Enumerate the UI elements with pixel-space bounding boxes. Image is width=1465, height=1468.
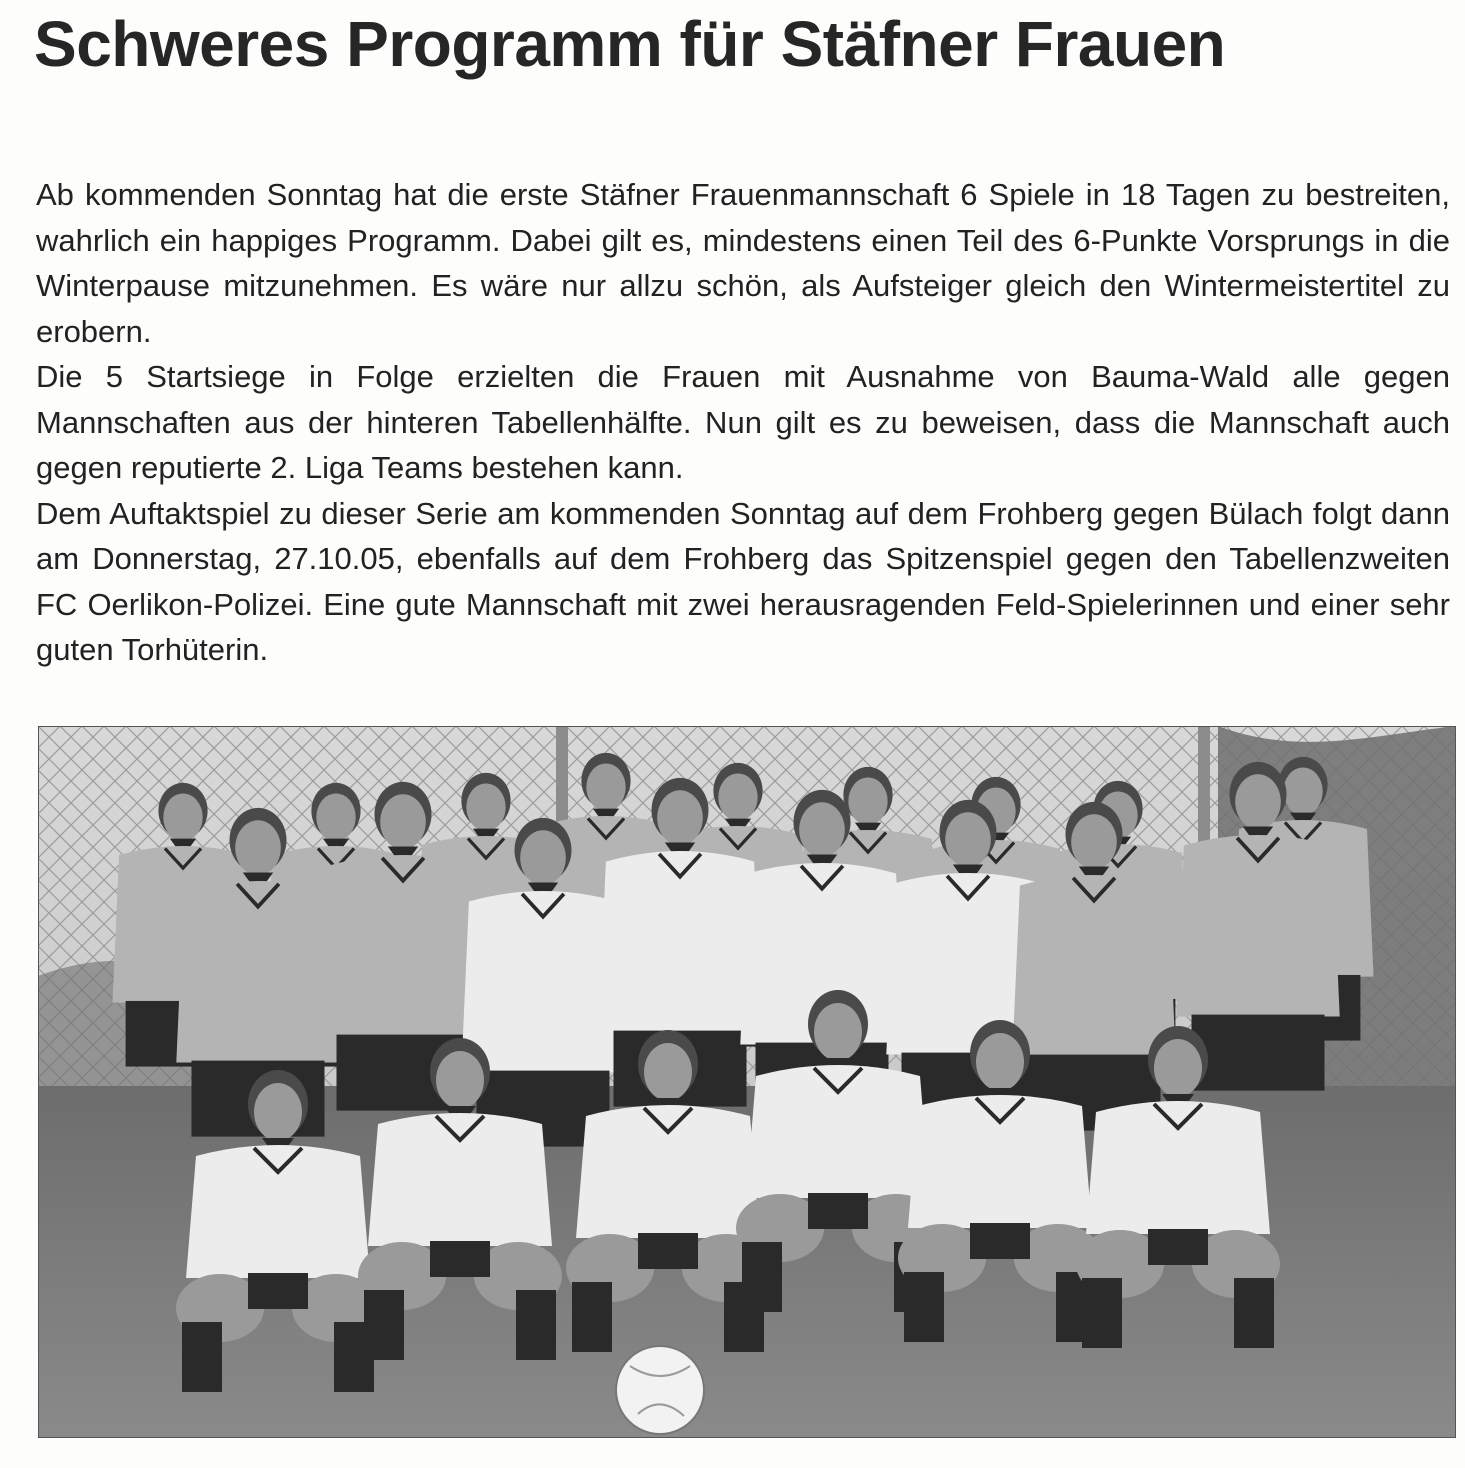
- football: [616, 1346, 704, 1434]
- article-body: [36, 172, 1450, 673]
- team-photo-illustration: [38, 726, 1456, 1438]
- article-paragraph-1: Ab kommenden Sonntag hat die erste Stäfner Frauenmannschaft 6 Spiele in 18 Tagen zu bestreiten, wahrlich ein happiges Programm. Dabei gilt es, mindestens einen Teil des 6-Punkte Vorsprungs in die Winterpause mitzunehmen. Es wäre nur allzu schön, als Aufsteiger gleich den Wintermeistertitel zu erobern.: [36, 177, 1450, 349]
- article-paragraph-3: Dem Auftaktspiel zu dieser Serie am kommenden Sonntag auf dem Frohberg gegen Bülach folgt dann am Donnerstag, 27.10.05, ebenfalls auf dem Frohberg das Spitzenspiel gegen den Tabellenzweiten FC Oerlikon-Polizei. Eine gute Mannschaft mit zwei herausragenden Feld-Spielerinnen und einer sehr guten Torhüterin.: [36, 495, 1450, 667]
- article-headline: Schweres Programm für Stäfner Frauen: [34, 8, 1226, 80]
- team-photo: [38, 726, 1456, 1438]
- article-paragraph-2: Die 5 Startsiege in Folge erzielten die Frauen mit Ausnahme von Bauma-Wald alle gegen Mannschaften aus der hinteren Tabellenhälfte. Nun gilt es zu beweisen, dass die Mannschaft auch gegen reputierte 2. Liga Teams bestehen kann.: [36, 359, 1450, 485]
